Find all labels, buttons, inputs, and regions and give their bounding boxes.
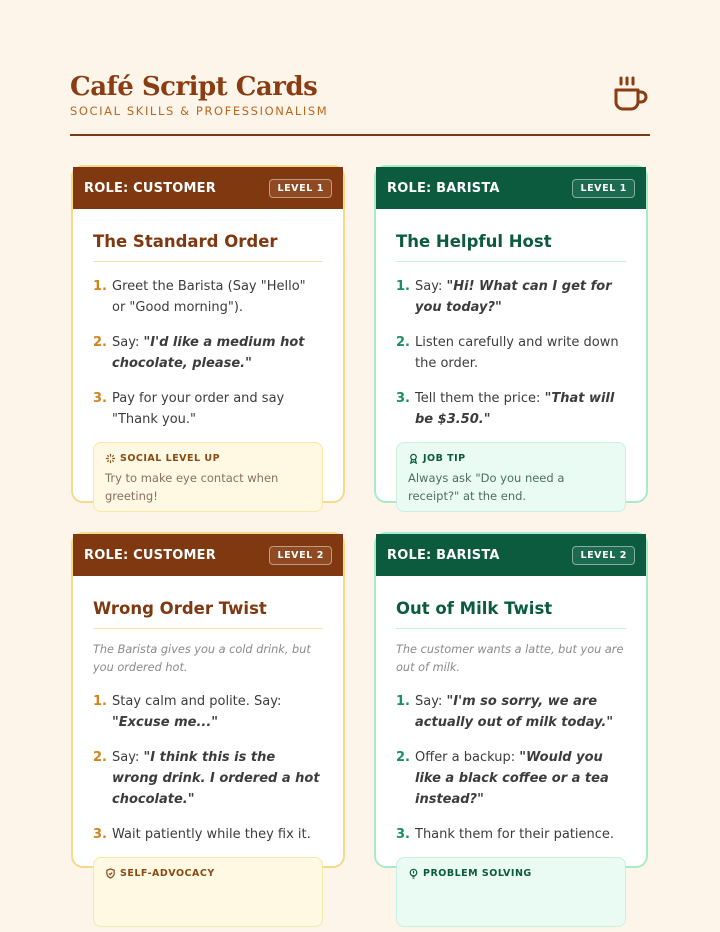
script-quote: "I'm so sorry, we are actually out of milk today." — [415, 694, 614, 730]
scenario-text: The customer wants a latte, but you are out of milk. — [396, 643, 624, 674]
step-text: Say: "Hi! What can I get for you today?" — [415, 279, 612, 315]
steps-list — [396, 276, 626, 430]
role-label: ROLE: CUSTOMER — [84, 547, 216, 563]
steps-list — [93, 276, 323, 430]
tip-box — [93, 857, 323, 927]
tip-box — [396, 442, 626, 512]
level-badge: LEVEL 1 — [269, 179, 332, 198]
tip-label: JOB TIP — [423, 453, 466, 464]
level-badge: LEVEL 2 — [269, 546, 332, 565]
script-card-out-of-milk — [374, 532, 648, 879]
step-item — [93, 388, 323, 430]
step-item — [93, 332, 323, 374]
step-text: Offer a backup: "Would you like a black coffee or a tea instead?" — [415, 750, 609, 807]
steps-list — [93, 691, 323, 845]
step-number: 3. — [396, 391, 410, 406]
step-item — [93, 691, 323, 733]
page-header — [70, 70, 650, 136]
step-item — [396, 388, 626, 430]
page-subtitle: SOCIAL SKILLS & PROFESSIONALISM — [70, 104, 329, 118]
step-number: 3. — [396, 827, 410, 842]
tip-text: Try to make eye contact when greeting! — [105, 471, 279, 503]
script-quote: "Hi! What can I get for you today?" — [415, 279, 612, 315]
step-item — [93, 824, 323, 845]
step-text: Tell them the price: "That will be $3.50." — [415, 391, 615, 427]
tip-box — [396, 857, 626, 927]
step-item — [93, 276, 323, 318]
level-badge: LEVEL 2 — [572, 546, 635, 565]
tip-box — [93, 442, 323, 512]
script-quote: "Would you like a black coffee or a tea instead?" — [415, 750, 609, 807]
script-quote: "I'd like a medium hot chocolate, please." — [112, 335, 305, 371]
card-header — [73, 167, 343, 209]
step-text: Say: "I'm so sorry, we are actually out of milk today." — [415, 694, 614, 730]
role-label: ROLE: BARISTA — [387, 180, 500, 196]
step-text: Thank them for their patience. — [415, 827, 615, 842]
role-label: ROLE: CUSTOMER — [84, 180, 216, 196]
scenario-text: The Barista gives you a cold drink, but you ordered hot. — [93, 643, 311, 674]
sparkle-icon — [105, 453, 116, 464]
step-number: 1. — [396, 694, 410, 709]
shield-icon — [105, 868, 116, 879]
card-title: The Helpful Host — [396, 209, 626, 262]
step-number: 1. — [93, 694, 107, 709]
step-number: 3. — [93, 391, 107, 406]
card-title: Out of Milk Twist — [396, 576, 626, 629]
script-quote: "I think this is the wrong drink. I ordered a hot chocolate." — [112, 750, 320, 807]
step-number: 1. — [396, 279, 410, 294]
level-badge: LEVEL 1 — [572, 179, 635, 198]
step-text: Say: "I'd like a medium hot chocolate, please." — [112, 335, 305, 371]
script-quote: "Excuse me..." — [112, 715, 219, 730]
role-label: ROLE: BARISTA — [387, 547, 500, 563]
step-item — [396, 747, 626, 810]
tip-label: PROBLEM SOLVING — [423, 868, 532, 879]
card-header — [376, 167, 646, 209]
step-item — [396, 332, 626, 374]
step-text: Wait patiently while they fix it. — [112, 827, 311, 842]
script-card-standard-order — [71, 165, 345, 503]
step-item — [93, 747, 323, 810]
step-number: 2. — [396, 335, 410, 350]
lightbulb-icon — [408, 868, 419, 879]
steps-list — [396, 691, 626, 845]
step-number: 1. — [93, 279, 107, 294]
step-number: 2. — [93, 335, 107, 350]
step-text: Stay calm and polite. Say: "Excuse me..." — [112, 694, 282, 730]
badge-icon — [408, 453, 419, 464]
tip-label: SELF-ADVOCACY — [120, 868, 215, 879]
step-number: 2. — [396, 750, 410, 765]
card-title: Wrong Order Twist — [93, 576, 323, 629]
tip-text: Always ask "Do you need a receipt?" at the end. — [408, 471, 565, 503]
tip-label: SOCIAL LEVEL UP — [120, 453, 221, 464]
script-quote: "That will be $3.50." — [415, 391, 615, 427]
script-card-wrong-order — [71, 532, 345, 879]
step-item — [396, 276, 626, 318]
page-title: Café Script Cards — [70, 72, 318, 102]
step-text: Listen carefully and write down the order. — [415, 335, 619, 371]
step-item — [396, 691, 626, 733]
step-text: Greet the Barista (Say "Hello" or "Good morning"). — [112, 279, 306, 315]
step-number: 2. — [93, 750, 107, 765]
step-number: 3. — [93, 827, 107, 842]
script-card-helpful-host — [374, 165, 648, 503]
step-text: Pay for your order and say "Thank you." — [112, 391, 285, 427]
coffee-cup-icon — [610, 74, 650, 114]
step-text: Say: "I think this is the wrong drink. I ordered a hot chocolate." — [112, 750, 320, 807]
card-title: The Standard Order — [93, 209, 323, 262]
card-header — [376, 534, 646, 576]
step-item — [396, 824, 626, 845]
card-header — [73, 534, 343, 576]
